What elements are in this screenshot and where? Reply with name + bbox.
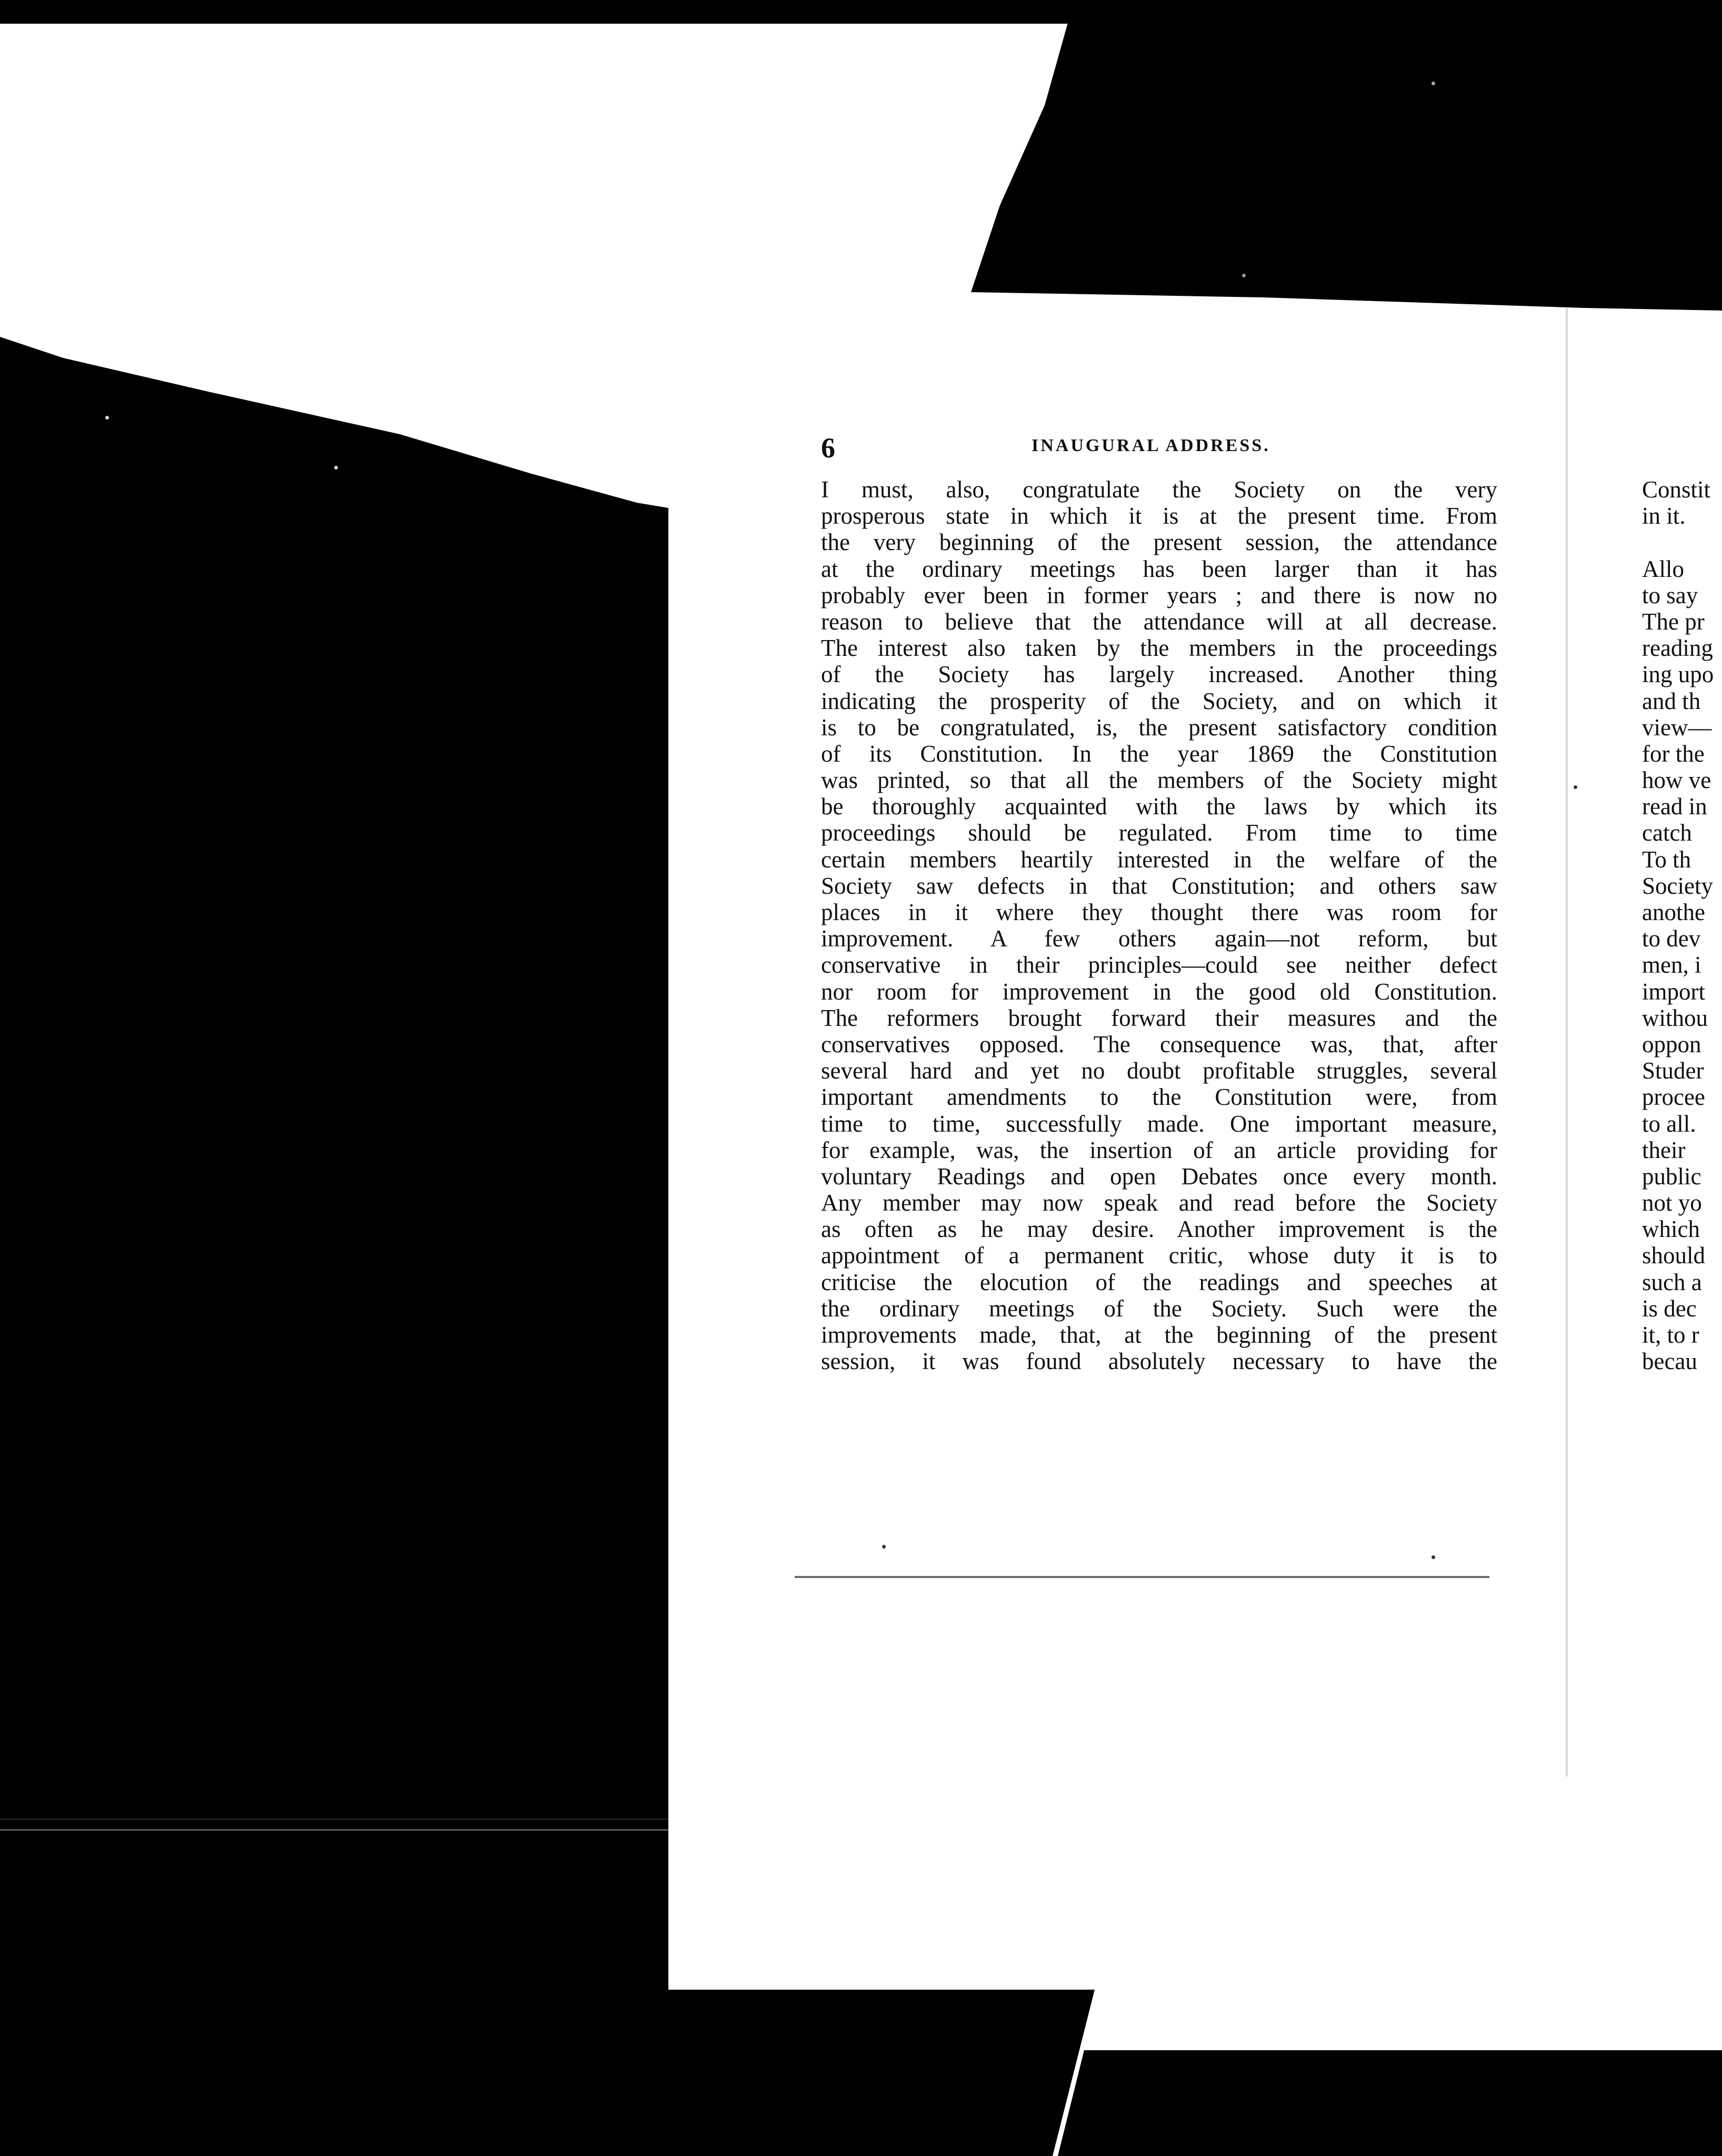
- facing-page-line: how ve: [1642, 767, 1711, 794]
- facing-page-line: not yo: [1642, 1190, 1702, 1216]
- facing-page-line: procee: [1642, 1084, 1705, 1111]
- text-line: nor room for improvement in the good old Constitution.: [821, 978, 1497, 1005]
- facing-page-line: for the: [1642, 740, 1705, 767]
- text-line: the ordinary meetings of the Society. Such were the: [821, 1295, 1497, 1322]
- text-line: probably ever been in former years ; and there is now no: [821, 582, 1497, 608]
- facing-page-line: Studer: [1642, 1057, 1704, 1084]
- facing-page-line: in it.: [1642, 503, 1686, 530]
- text-line: reason to believe that the attendance will at all decrease.: [821, 608, 1497, 635]
- dust-speck: [1242, 274, 1246, 277]
- text-line: voluntary Readings and open Debates once every month.: [821, 1163, 1497, 1190]
- text-line: time to time, successfully made. One important measure,: [821, 1110, 1497, 1137]
- text-line: prosperous state in which it is at the present time. From: [821, 503, 1497, 530]
- facing-page-line: Society: [1642, 872, 1713, 899]
- scan-line-2: [0, 1819, 668, 1820]
- facing-page-line: men, i: [1642, 952, 1701, 979]
- text-line: of its Constitution. In the year 1869 the Constitution: [821, 740, 1497, 767]
- facing-page-line: public: [1642, 1163, 1701, 1190]
- facing-page-line: oppon: [1642, 1031, 1701, 1057]
- facing-page-line: catch: [1642, 820, 1692, 846]
- text-line: at the ordinary meetings has been larger than it has: [821, 555, 1497, 582]
- text-line: improvements made, that, at the beginning of the present: [821, 1322, 1497, 1348]
- facing-page-line: [1642, 529, 1722, 555]
- facing-page-line: to all.: [1642, 1110, 1696, 1137]
- text-line: The reformers brought forward their measures and the: [821, 1004, 1497, 1031]
- text-line: proceedings should be regulated. From time to time: [821, 820, 1497, 846]
- facing-page-line: Constit: [1642, 476, 1711, 503]
- text-line: for example, was, the insertion of an article providing for: [821, 1136, 1497, 1163]
- dust-speck: [1431, 82, 1435, 85]
- facing-page-line: their: [1642, 1136, 1686, 1163]
- page-number: 6: [821, 432, 836, 464]
- text-line: conservative in their principles—could see neither defect: [821, 952, 1497, 979]
- text-line: criticise the elocution of the readings and speeches at: [821, 1269, 1497, 1295]
- facing-page-line: Allo: [1642, 555, 1685, 582]
- facing-page-line: The pr: [1642, 608, 1705, 635]
- text-line: important amendments to the Constitution were, from: [821, 1084, 1497, 1111]
- facing-page-line: becau: [1642, 1348, 1697, 1375]
- text-line: The interest also taken by the members in the proceedings: [821, 635, 1497, 662]
- dust-speck: [1574, 785, 1577, 789]
- scan-line: [0, 1829, 668, 1831]
- dust-speck: [1431, 1555, 1435, 1559]
- facing-page-line: it, to r: [1642, 1322, 1699, 1348]
- text-line: improvement. A few others again—not reform, but: [821, 925, 1497, 952]
- facing-page-line: to dev: [1642, 925, 1701, 952]
- running-head: INAUGURAL ADDRESS.: [1032, 436, 1270, 455]
- text-line: as often as he may desire. Another improvement is the: [821, 1216, 1497, 1243]
- facing-page-text: [1642, 476, 1722, 1374]
- page-bottom-rule: [795, 1576, 1489, 1578]
- facing-page-line: To th: [1642, 846, 1691, 873]
- text-line: appointment of a permanent critic, whose duty it is to: [821, 1242, 1497, 1269]
- page-gutter: [1566, 308, 1568, 1776]
- top-edge-right-block: [971, 0, 1722, 311]
- page-header: [821, 432, 1495, 463]
- facing-page-line: reading: [1642, 635, 1713, 662]
- facing-page-line: such a: [1642, 1269, 1702, 1295]
- facing-page-line: should: [1642, 1242, 1706, 1269]
- facing-page-line: view—: [1642, 714, 1712, 741]
- facing-page-line: which: [1642, 1216, 1700, 1243]
- dust-speck: [882, 1545, 886, 1549]
- text-line: I must, also, congratulate the Society on the very: [821, 476, 1497, 503]
- text-line: Society saw defects in that Constitution; and others saw: [821, 872, 1497, 899]
- text-line: of the Society has largely increased. Another thing: [821, 661, 1497, 688]
- facing-page-line: to say: [1642, 582, 1698, 608]
- text-line: be thoroughly acquainted with the laws by which its: [821, 793, 1497, 820]
- dust-speck: [105, 416, 109, 420]
- text-line: places in it where they thought there was room for: [821, 899, 1497, 925]
- facing-page-line: import: [1642, 978, 1705, 1005]
- text-line: conservatives opposed. The consequence was, that, after: [821, 1031, 1497, 1057]
- facing-page-line: read in: [1642, 793, 1707, 820]
- text-line: the very beginning of the present session, the attendance: [821, 529, 1497, 556]
- facing-page-line: is dec: [1642, 1295, 1697, 1322]
- facing-page-line: anothe: [1642, 899, 1705, 925]
- facing-page-line: and th: [1642, 687, 1701, 714]
- text-line: Any member may now speak and read before the Society: [821, 1190, 1497, 1216]
- text-line: is to be congratulated, is, the present satisfactory condition: [821, 714, 1497, 741]
- body-paragraph: [821, 476, 1497, 1374]
- top-edge-left: [0, 0, 1074, 24]
- text-line: several hard and yet no doubt profitable struggles, several: [821, 1057, 1497, 1084]
- dust-speck: [334, 466, 338, 470]
- text-line: was printed, so that all the members of the Society might: [821, 767, 1497, 794]
- bottom-edge-block: [1058, 2050, 1722, 2156]
- facing-page-line: ing upo: [1642, 661, 1714, 688]
- facing-page-line: withou: [1642, 1004, 1708, 1031]
- text-line: certain members heartily interested in the welfare of the: [821, 846, 1497, 873]
- text-line: indicating the prosperity of the Society, and on which it: [821, 687, 1497, 714]
- text-line: session, it was found absolutely necessary to have the: [821, 1348, 1497, 1375]
